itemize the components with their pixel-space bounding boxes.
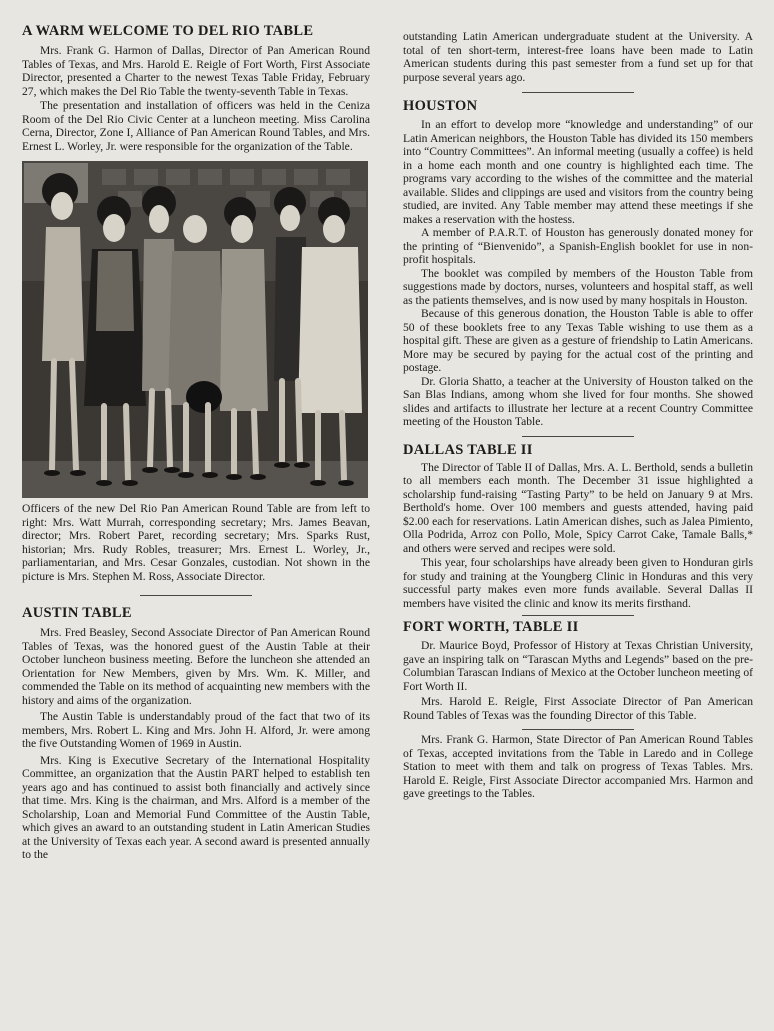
section-divider bbox=[522, 615, 634, 616]
left-column bbox=[22, 0, 370, 862]
welcome-paragraph-1: Mrs. Frank G. Harmon of Dallas, Director of Pan American Round Tables of Texas, and Mrs. Harold E. Reigle of Fort Worth, First Associate Director, presented a Charter to the newest Texas Table Friday, February 27, which makes the Del Rio Table the twenty-seventh Table in Texas. bbox=[22, 44, 370, 98]
section-divider bbox=[522, 729, 634, 730]
officers-photo bbox=[22, 161, 368, 498]
austin-heading: AUSTIN TABLE bbox=[22, 605, 132, 621]
austin-paragraph-2: The Austin Table is understandably proud of the fact that two of its members, Mrs. Robert L. King and Mrs. John H. Alford, Jr. were among the five Outstanding Women of 1969 in Austin. bbox=[22, 710, 370, 750]
harmon-paragraph: Mrs. Frank G. Harmon, State Director of Pan American Round Tables of Texas, accepted invitations from the Table in Laredo and in College Station to meet with them and talk on progress of Texas Tables. Mrs. Harold E. Reigle, First Associate Director accompanied Mrs. Harmon and gave greetings to the Tables. bbox=[403, 733, 753, 800]
austin-paragraph-1: Mrs. Fred Beasley, Second Associate Director of Pan American Round Tables of Texas, was the honored guest of the Austin Table at their October luncheon business meeting. Before the luncheon she attended an Orientation for New Members, given by Mrs. Wm. K. Miller, and commended the Table on its method of acquainting new members with the history and aims of the organization. bbox=[22, 626, 370, 707]
section-divider bbox=[522, 92, 634, 93]
officers-photo-illustration bbox=[22, 161, 368, 498]
houston-paragraph-5: Dr. Gloria Shatto, a teacher at the University of Houston talked on the San Blas Indians, among whom she lived for four months. She showed slides and artifacts to illustrate her lecture at a recent Country Committee meeting of the Houston Table. bbox=[403, 374, 753, 428]
dallas-heading: DALLAS TABLE II bbox=[403, 441, 533, 458]
houston-paragraph-3: The booklet was compiled by members of the Houston Table from suggestions made by doctors, nurses, volunteers and hospital staff, as well as the patients themselves, and is now used by many hospitals in Houston. bbox=[403, 266, 753, 307]
houston-paragraph-1: In an effort to develop more “knowledge and understanding” of our Latin American neighbors, the Houston Table has divided its 150 members into “Country Committees”. An informal meeting (usually a coffee) is held in a home each month and one country is highlighted each time. The programs vary according to the wishes of the committee and the material available. Slides and clippings are used and visitors from the country being studied, are invited. Any Table member may attend these meetings if she makes a reservation with the hostess. bbox=[403, 118, 753, 226]
photo-caption: Officers of the new Del Rio Pan American Round Table are from left to right: Mrs. Watt Murrah, corresponding secretary; Mrs. James Beavan, director; Mrs. Robert Paret, recording secretary; Mrs. Sparks Rust, historian; Mrs. Rudy Robles, treasurer; Mrs. Ernest L. Worley, Jr., parliamentarian, and Mrs. Cesar Gonzales, custodian. Not shown in the picture is Mrs. Stephen M. Ross, Associate Director. bbox=[22, 502, 370, 583]
welcome-heading: A WARM WELCOME TO DEL RIO TABLE bbox=[22, 23, 314, 39]
welcome-paragraph-2: The presentation and installation of officers was held in the Ceniza Room of the Del Rio Civic Center at a luncheon meeting. Miss Carolina Cerna, Director, Zone I, Alliance of Pan American Round Tables, and Mrs. Ernest L. Worley, Jr. were responsible for the organization of the Table. bbox=[22, 99, 370, 153]
fortworth-heading: FORT WORTH, TABLE II bbox=[403, 619, 579, 635]
houston-paragraph-4: Because of this generous donation, the Houston Table is able to offer 50 of these booklets free to any Texas Table wishing to use them as a hospital gift. These are given as a gesture of friendship to Latin Americans. More may be secured by paying for the actual cost of the printing and postage. bbox=[403, 307, 753, 374]
dallas-paragraph-2: This year, four scholarships have already been given to Honduran girls for study and training at the Youngberg Clinic in Honduras and this very successful party makes even more funds available. Several Dallas II members have visited the clinic and know its merits firsthand. bbox=[403, 556, 753, 610]
section-divider bbox=[522, 436, 634, 437]
dallas-paragraph-1: The Director of Table II of Dallas, Mrs. A. L. Berthold, sends a bulletin to all members each month. The December 31 issue highlighted a scholarship fund-raising “Tasting Party” to be held on January 9 at Mrs. Berthold's home. Over 100 members and guests attended, having paid $2.00 each for reservations. Latin American dishes, such as Jalea Pimiento, Olla Podrida, Arroz con Pollo, Mole, Spicy Carrot Cake, Tamale Balls,* and others were served and recipes were sold. bbox=[403, 460, 753, 555]
fortworth-paragraph-1: Dr. Maurice Boyd, Professor of History at Texas Christian University, gave an inspiring talk on “Tarascan Myths and Legends” based on the pre-Columbian Tarascan Indians of Mexico at the October luncheon meeting of Fort Worth II. bbox=[403, 639, 753, 693]
fortworth-paragraph-2: Mrs. Harold E. Reigle, First Associate Director of Pan American Round Tables of Texas was the founding Director of this Table. bbox=[403, 695, 753, 722]
houston-paragraph-2: A member of P.A.R.T. of Houston has generously donated money for the printing of “Bienvenido”, a Spanish-English booklet for use in non-profit hospitals. bbox=[403, 226, 753, 266]
houston-heading: HOUSTON bbox=[403, 98, 478, 114]
right-column bbox=[403, 0, 753, 801]
austin-continued-paragraph: outstanding Latin American undergraduate student at the University. A total of ten short-term, interest-free loans have been made to Latin American students during this past semester from a fund set up for that purpose several years ago. bbox=[403, 30, 753, 84]
section-divider bbox=[140, 595, 252, 596]
austin-paragraph-3: Mrs. King is Executive Secretary of the International Hospitality Committee, an organization that the Austin PART helped to establish ten years ago and has continued to assist both financially and actively since that time. Mrs. King is the chairman, and Mrs. Alford is a member of the Scholarship, Loan and Memorial Fund Committee of the Austin Table, which gives an award to an outstanding student in Latin American Studies at the University of Texas each year. A second award is presented annually to the bbox=[22, 753, 370, 861]
